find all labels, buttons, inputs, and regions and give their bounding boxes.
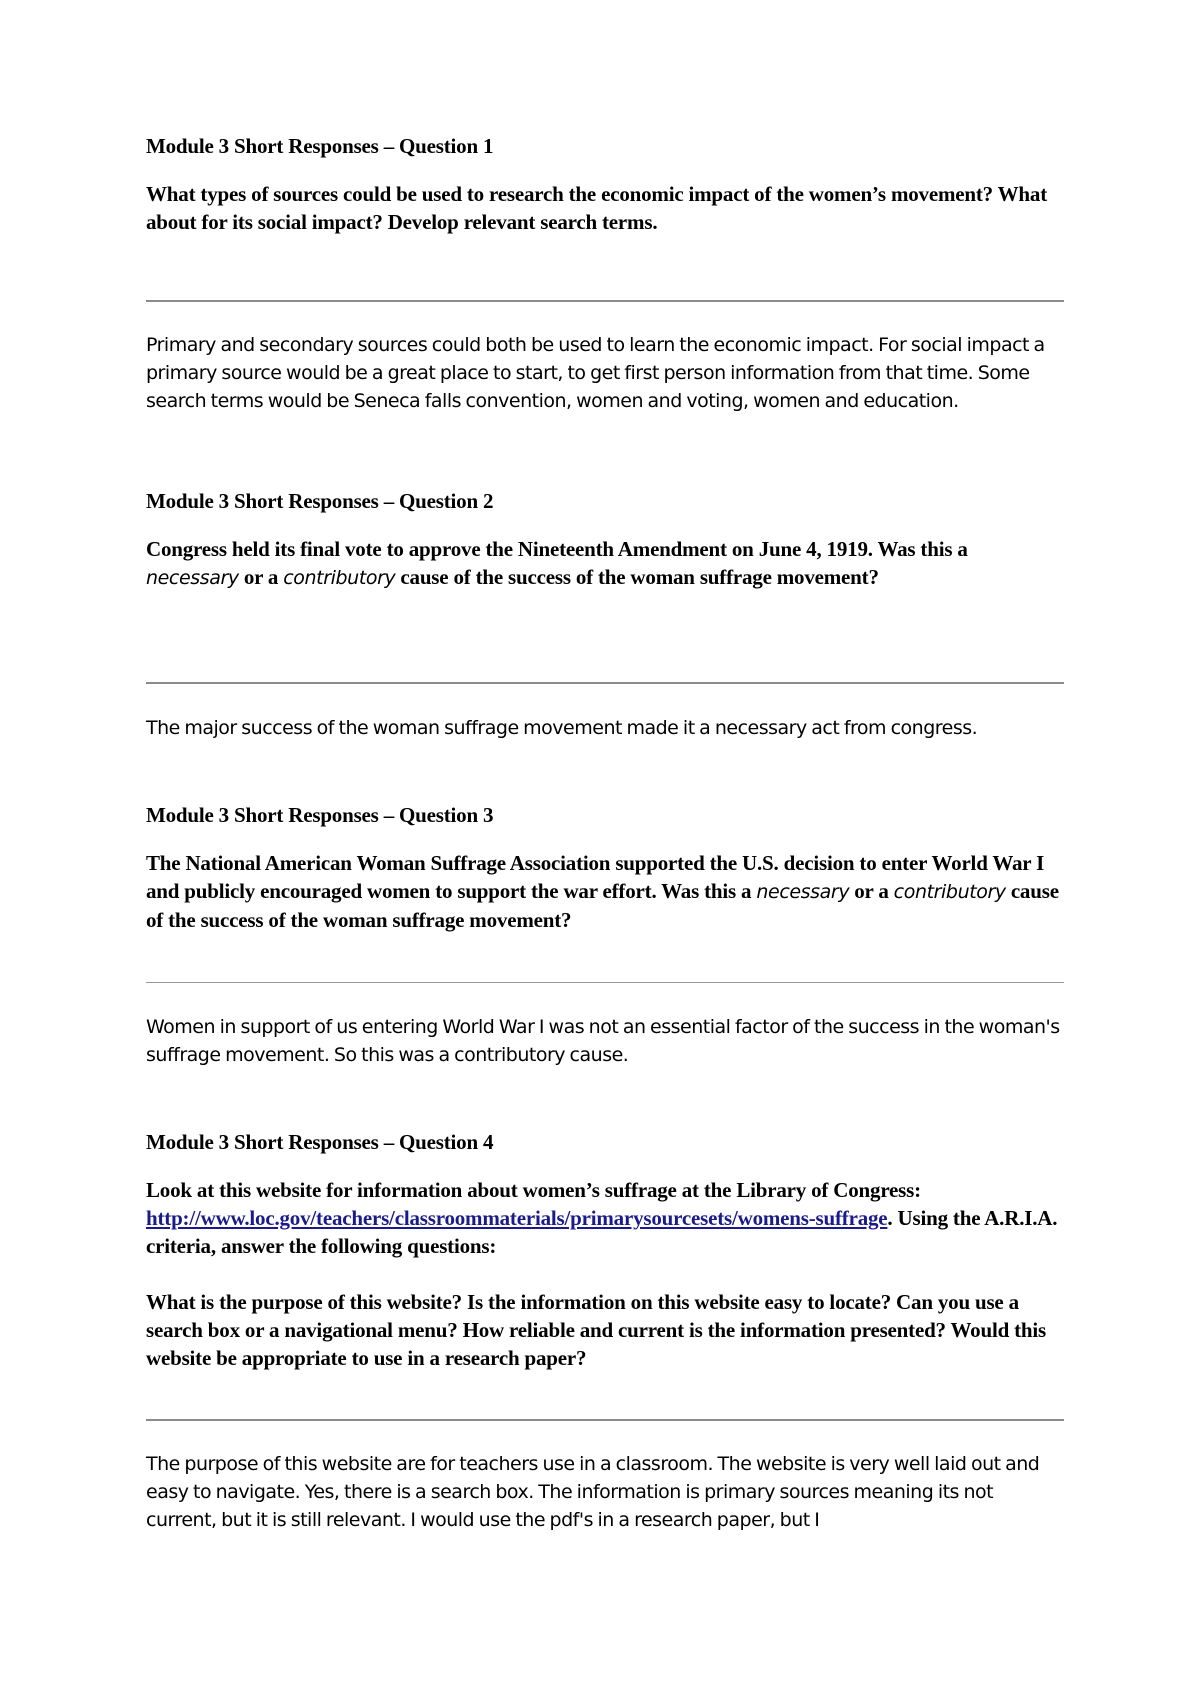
answer-divider <box>146 982 1064 983</box>
section-question-2 <box>146 487 1064 592</box>
answer-divider <box>146 300 1064 302</box>
question-emphasis-contributory: contributory <box>893 881 1006 903</box>
loc-website-link[interactable]: http://www.loc.gov/teachers/classroommaterials/primarysourcesets/womens-suffrage <box>146 1206 888 1230</box>
answer-text: Primary and secondary sources could both be used to learn the economic impact. For social impact a primary source would be a great place to start, to get first person information from that time. Some search terms would be Seneca falls convention, women and voting, women and education. <box>146 334 1045 412</box>
section-question-1 <box>146 132 1064 236</box>
answer-block <box>146 331 1064 415</box>
question-text-part: cause of the success of the woman suffrage movement? <box>146 879 1059 932</box>
section-title: Module 3 Short Responses – Question 1 <box>146 134 494 158</box>
question-text-part: Congress held its final vote to approve the Nineteenth Amendment on June 4, 1919. Was this a <box>146 537 968 561</box>
question-text <box>146 849 1064 934</box>
question-text <box>146 535 1064 592</box>
section-title: Module 3 Short Responses – Question 4 <box>146 1130 494 1154</box>
question-text-part: The National American Woman Suffrage Association supported the U.S. decision to enter World War I and publicly encouraged women to support the war effort. Was this a <box>146 851 1045 903</box>
question-text-part: or a <box>849 879 894 903</box>
question-text <box>146 1176 1064 1260</box>
question-text-part: . Using the A.R.I.A. criteria, answer the following questions: <box>146 1206 1058 1258</box>
question-text-part: cause of the success of the woman suffrage movement? <box>395 565 879 589</box>
question-text-part: Look at this website for information about women’s suffrage at the Library of Congress: <box>146 1178 921 1202</box>
question-emphasis-contributory: contributory <box>283 567 396 589</box>
answer-text: The major success of the woman suffrage movement made it a necessary act from congress. <box>146 717 978 739</box>
question-text-part: or a <box>238 565 284 589</box>
answer-block <box>146 1450 1064 1534</box>
question-emphasis-necessary: necessary <box>146 567 239 589</box>
section-title: Module 3 Short Responses – Question 3 <box>146 803 494 827</box>
answer-divider-line <box>146 982 1064 983</box>
answer-divider-line <box>146 300 1064 302</box>
section-title: Module 3 Short Responses – Question 2 <box>146 489 494 513</box>
answer-divider-line <box>146 682 1064 684</box>
answer-text: The purpose of this website are for teachers use in a classroom. The website is very well laid out and easy to navigate. Yes, there is a search box. The information is primary sources meaning its not current, but it is still relevant. I would use the pdf's in a research paper, but I <box>146 1453 1040 1531</box>
answer-text: Women in support of us entering World War I was not an essential factor of the success in the woman's suffrage movement. So this was a contributory cause. <box>146 1016 1060 1066</box>
section-question-4 <box>146 1128 1064 1372</box>
question-emphasis-necessary: necessary <box>756 881 850 903</box>
answer-divider-line <box>146 1419 1064 1421</box>
answer-divider <box>146 682 1064 684</box>
question-text: What types of sources could be used to research the economic impact of the women’s movement? What about for its social impact? Develop relevant search terms. <box>146 182 1048 234</box>
question-followup-text: What is the purpose of this website? Is the information on this website easy to locate? Can you use a search box or a navigational menu? How reliable and current is the information presented? Would this website be appropriate to use in a research paper? <box>146 1290 1046 1370</box>
answer-block <box>146 714 1064 742</box>
section-question-3 <box>146 801 1064 934</box>
answer-divider <box>146 1419 1064 1421</box>
answer-block <box>146 1013 1064 1069</box>
